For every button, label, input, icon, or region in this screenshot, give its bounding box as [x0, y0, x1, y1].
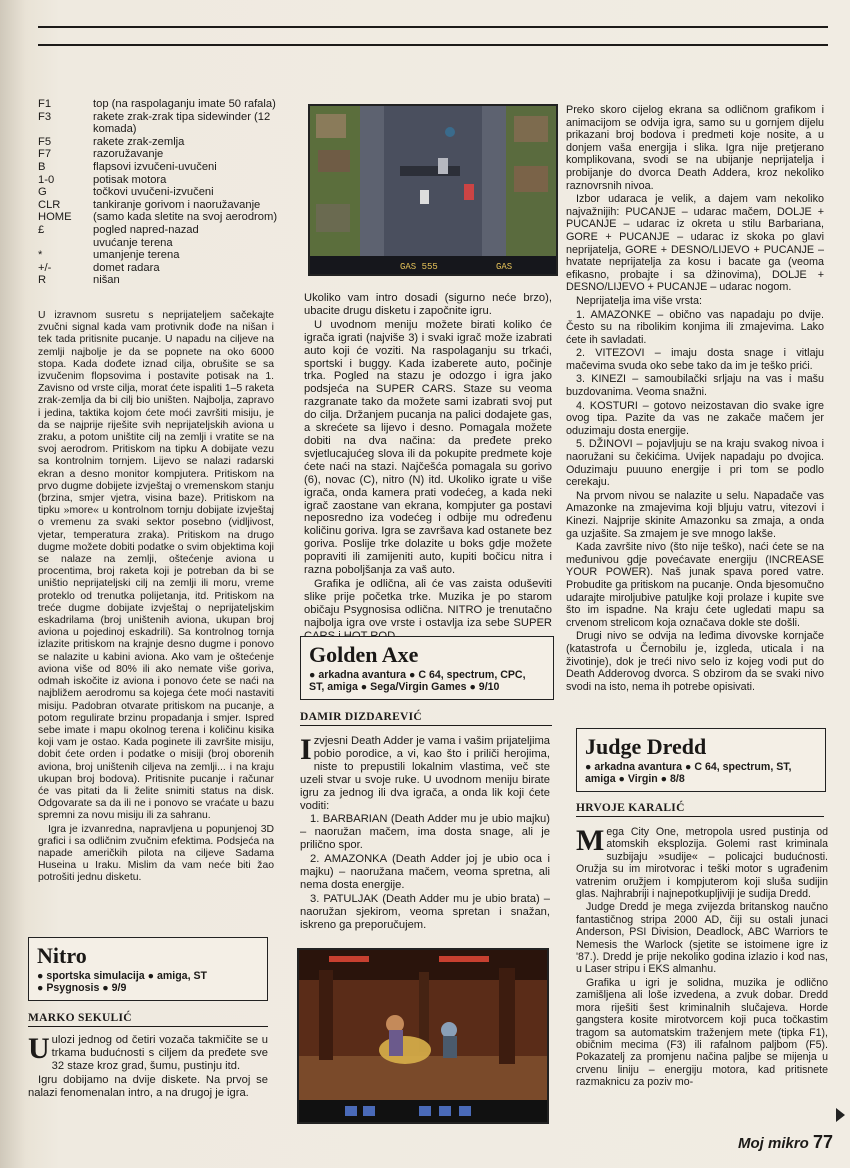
key-list	[38, 98, 288, 287]
key-name: F7	[38, 148, 52, 161]
key-description: točkovi uvučeni-izvučeni	[93, 186, 214, 199]
col3-paragraph-1: Preko skoro cijelog ekrana sa odličnom grafikom i animacijom se odvija igra, samo su u gornjem dijelu prikazani broj bodova i predmeti koje nosite, a u donjem vaša energija i slika. Igra nije pretjerano komplikovana, svodi se na ubijanje neprijatelja i probijanje do dvorca Death Addera, kroz nekoliko raznovrsnih nivoa.	[566, 104, 824, 192]
key-name	[38, 237, 93, 250]
key-row	[38, 111, 288, 136]
key-row	[38, 249, 288, 262]
key-description: top (na raspolaganju imate 50 rafala)	[93, 98, 276, 110]
hud-right: GAS	[496, 262, 513, 272]
col1-paragraph-1: U izravnom susretu s neprijateljem sačekajte zvučni signal kada vam protivnik dođe na nišan i tek tada pritisnite pucanje. U napadu na ciljeve na zemlji najbolje je da se popnete na oko 6000 stopa. Kada dođete iznad cilja, obrušite se sa izvučenim flopsovima i postavite potisak na 1. Zavisno od vrste cilja, morat ćete ispaliti 1–5 raketa zrak-zemlja da bi cilj bio uništen. Najbolja, zapravo i jedina, taktika kojom ćete moći završiti misiju, je da se najprije riješite svih neprijateljskih aviona u zraku, a potom uništite cilj na zemlji i vratite se na svoj aerodrom. Pritiskom na tipku A dobijate vezu sa kontrolnim tornjem. Lijevo se nalazi radarski ekran a desno monitor kompjutera. Pritiskom na prvo dugme dobijete izvještaj o vremenskom stanju (brzina, smjer vjetra, visina baze). Pritiskom na tipku »more« u kontrolnom tornju dobijate izvještaj o vremenu za svaki sektor posebno (vidljivost, vjetar, temperatura zraka). Pritiskom na drugo dugme možete dobiti podatke o svim objektima koji se nalaze na zemlji, oštećenje aviona u procentima, broj raketa koji je potreban da bi se uništio neprijateljski cilj na zemlji ili moru, vreme proteklo od trenutka polijetanja, itd. Pritiskom na treće dugme dobijate izvještaj o neprijateljskim eskadrilama (broj uništenih aviona, ukupan broj aviona u pojedinoj eskadrili). Sa kontrolnog tornja izlazite pritiskom na krajnje desno dugme i ponovo se nalazite u kabini aviona. Ako vam je oštećenje aviona više od 80% ili ako nemate više goriva, odmah iskočite iz aviona i ponovo ćete se naći na najbližem aerodromu sa kojega ćete moći nastaviti misiju. Padobran otvarate pritiskom na pucanje, a potom regulirate brzinu propadanja i smjer. Ispred sebe imate i mapu okolnog terena i količinu kisika koji vam je ostao. Kada poginete ili završite misiju, dobit ćete orden i podatke o misiji (broj oborenih aviona, broj uništenih ciljeva na zemlji... i na kraju ukupan broj bodova). Pritisnite pucanje i računar će vas pitati da li želite snimiti status na disk. Odgovarate sa da ili ne i ponovo se vraćate u bazu spremni za novu misiju ili za sahranu.	[38, 310, 274, 822]
key-row	[38, 136, 288, 149]
nitro-paragraph-2: Igru dobijamo na dvije diskete. Na prvoj se nalazi fenomenalan intro, a na drugoj je igra.	[28, 1073, 268, 1099]
col2-paragraph-3: Grafika je odlična, ali će vas zaista oduševiti slike prije početka trke. Muzika je po starom običaju Psygnosisa odlična. NITRO je trenutačno najbolja igra ove vrste i ostavlja iza sebe SUPER	[304, 577, 552, 629]
col3-paragraph-6: 3. KINEZI – samoubilački srljaju na vas i mašu buzdovanima. Veoma snažni.	[566, 373, 824, 399]
key-row	[38, 174, 288, 187]
nitro-author: MARKO SEKULIĆ	[28, 1012, 132, 1024]
key-description: potisak motora	[93, 173, 167, 186]
golden-axe-text	[300, 735, 550, 933]
key-description: domet radara	[93, 261, 160, 274]
golden-axe-paragraph-4: 3. PATULJAK (Death Adder mu je ubio brata) – naoružan sjekirom, veoma spretan i snažan, iskreno ga preporučujem.	[300, 892, 550, 931]
column-2-text	[304, 292, 552, 643]
column-1-text	[38, 310, 274, 886]
magazine-name: Moj mikro	[738, 1135, 809, 1152]
judge-dredd-dropcap: M	[576, 824, 605, 857]
golden-axe-author: DAMIR DIZDAREVIĆ	[300, 711, 423, 723]
col3-paragraph-10: Kada završite nivo (što nije teško), naći ćete se na međunivou gdje povećavate energiju (INCREASE YOUR POWER). Naš junak spava pored vatre. Probudite ga pritiskom na pucanje. Onda bjesomučno udarajte miroljubive patuljke koji prolaze i kupite sve što im ispadne. Na kraju ćete ugledati mapu sa crvenom strelicom koja označava dokle ste došli.	[566, 541, 824, 629]
key-name: CLR HOME	[38, 198, 72, 224]
key-row	[38, 98, 288, 111]
col3-paragraph-5: 2. VITEZOVI – imaju dosta snage i vitlaju mačevima svuda oko sebe tako da im je teško prići.	[566, 347, 824, 372]
judge-dredd-info-2: amiga ● Virgin ● 8/8	[585, 773, 685, 785]
col3-paragraph-3: Neprijatelja ima više vrsta:	[576, 294, 703, 307]
key-name: F5	[38, 135, 52, 148]
nitro-game-scene	[310, 106, 556, 274]
judge-dredd-title: Judge Dredd	[585, 734, 707, 759]
key-name: 1-0	[38, 173, 55, 186]
col3-paragraph-4: 1. AMAZONKE – obično vas napadaju po dvije. Često su na ribolikim konjima ili zmajevima. Lako ćete ih savladati.	[566, 308, 824, 346]
top-rule-2	[38, 44, 828, 46]
golden-axe-screenshot	[297, 948, 549, 1124]
key-row	[38, 274, 288, 287]
col3-paragraph-7: 4. KOSTURI – gotovo neizostavan dio svake igre ovog tipa. Pazite da vas ne zakače mačem jer oduzimaju dosta energije.	[566, 399, 824, 437]
key-description: pogled napred-nazad	[93, 223, 199, 236]
page-footer	[738, 1132, 833, 1153]
golden-axe-review-box	[300, 636, 554, 700]
key-name: +/-	[38, 261, 52, 274]
key-description: flapsovi izvučeni-uvučeni	[93, 160, 217, 173]
nitro-text	[28, 1034, 268, 1101]
judge-dredd-paragraph-3: Grafika u igri je solidna, muzika je odlično zamišljena ali loše izvedena, a zvuk dobar. Dredd mora riješiti šest kriminalnih slučajeva. Horde gangstera kosite mirotvorcem koji puca točkastim tragom sa automatskim traženjem mete (tipka F1), običnim mecima (F3) ili rafalnom paljbom (F5). Pokazatelj za promjenu načina paljbe se mijenja u crvenu liniju – energiju motora, kad pritisnete razmaknicu za poziv mo-	[576, 976, 828, 1089]
golden-axe-paragraph-1: Izvjesni Death Adder je vama i vašim prijateljima pobio porodice, a vi, kao što i priliči herojima, niste to prepustili lokalnim vlastima, več ste uzeli stvar u svoje ruke. U uvodnom meniju birate igru za jednog ili dva igrača, a onda lik koji ćete voditi:	[300, 733, 550, 812]
golden-axe-rule	[300, 725, 552, 726]
golden-axe-paragraph-3: 2. AMAZONKA (Death Adder joj je ubio oca i majku) – naoružana mačem, veoma spretna, ali nema dosta energije.	[300, 853, 550, 891]
golden-axe-title: Golden Axe	[309, 642, 419, 667]
nitro-dropcap: U	[28, 1032, 50, 1065]
column-3-text	[566, 104, 824, 694]
key-row	[38, 148, 288, 161]
judge-dredd-paragraph-1: Mega City One, metropola usred pustinja od atomskih eksplozija. Golemi rast kriminala suzbijaju »sudije« – policajci budućnosti. Oružja su im mirotvorac i teški motor s ugrađenim vatrenim oružjem i kompjuterom koji sluša sudijin glas. Najhrabriji i najnepotkupljiviji je sudija Dredd.	[576, 824, 828, 901]
key-row	[38, 186, 288, 199]
key-row	[38, 224, 288, 237]
judge-dredd-text	[576, 826, 828, 1090]
key-row	[38, 262, 288, 275]
col3-paragraph-11: Drugi nivo se odvija na leđima divovske kornjače (katastrofa u Černobilu je, izgleda, uticala i na životinje), dok je treći nivo selo iz kojeg vodi put do Death Adderovog dvorca. S obzirom da se svaki nivo svodi na isto, nema ih potrebe opisivati.	[566, 630, 824, 693]
key-name: F3	[38, 110, 52, 123]
golden-axe-game-scene	[299, 950, 547, 1122]
top-rule-1	[38, 26, 828, 28]
judge-dredd-info-1: ● arkadna avantura ● C 64, spectrum, ST,	[585, 761, 792, 773]
key-description: rakete zrak-zemlja	[93, 135, 185, 148]
key-name: F1	[38, 98, 52, 110]
key-description: uvućanje terena	[93, 236, 173, 249]
hud-left: GAS 555	[400, 262, 438, 272]
judge-dredd-author: HRVOJE KARALIĆ	[576, 802, 685, 814]
key-row	[38, 161, 288, 174]
key-name: £	[38, 223, 45, 236]
key-description: rakete zrak-zrak tipa sidewinder (12 komada)	[93, 110, 271, 136]
key-name: *	[38, 249, 43, 262]
key-row	[38, 199, 288, 224]
col2-paragraph-1: Ukoliko vam intro dosadi (sigurno neće brzo), ubacite drugu disketu i započnite igru.	[304, 292, 552, 317]
nitro-screenshot	[308, 104, 558, 276]
continue-arrow-icon	[836, 1108, 845, 1122]
golden-axe-paragraph-2: 1. BARBARIAN (Death Adder mu je ubio majku) – naoružan mačem, ima dosta snage, ali je prilično spor.	[300, 813, 550, 852]
golden-axe-info-2: ST, amiga ● Sega/Virgin Games ● 9/10	[309, 681, 500, 693]
nitro-review-box	[28, 937, 268, 1001]
judge-dredd-review-box	[576, 728, 826, 792]
col2-paragraph-2: U uvodnom meniju možete birati koliko će igrača igrati (najviše 3) i svaki igrač može izabrati auto koji će voziti. Na raspolaganju su trkaći, sportski i buggy. Kada izaberete auto, počinje trka. Pogled na stazu je odozgo i igra jako podsjeća na SUPER CARS. Staze su veoma razgranate tako da možete sami izabrati svoj put do cilja. Držanjem pucanja na palici dodajete gas, a skrećete sa lijevo i desno. Pomagala možete dobiti na dva načina: da pređete preko svjetlucajućeg slova ili da pokupite predmete koje ćete naći na stazi. Najčešća pomagala su gorivo (6), novac (C), nitro (N) itd. Ukoliko igrate u više igrača, onda kamera prati vodećeg, a kada neki igrač zaostane van ekrana, kompjuter ga postavi neposredno iza vodećeg i odbije mu određenu količinu goriva. Igra se završava kad ostanete bez goriva. Poslije trke dolazite u boks gdje možete popraviti ili zamijeniti auto, kupiti bočicu nitra i razna poboljšanja za vaš auto.	[304, 318, 552, 577]
col1-paragraph-2: Igra je izvanredna, napravljena u popunjenoj 3D grafici i sa odličnim zvučnim efektima. Podsjeća na napade američkih pilota na ciljeve Sadama Huseina u Iraku. Mislim da vam neće biti žao potrošiti jednu disketu.	[38, 823, 274, 884]
key-name: R	[38, 274, 47, 287]
golden-axe-info-1: ● arkadna avantura ● C 64, spectrum, CPC,	[309, 669, 526, 681]
nitro-info-1: ● sportska simulacija ● amiga, ST	[37, 970, 208, 982]
key-description: nišan	[93, 274, 120, 287]
nitro-info-2: ● Psygnosis ● 9/9	[37, 982, 127, 994]
key-description: tankiranje gorivom i naoružavanje (samo kada sletite na svoj aerodrom)	[93, 198, 278, 224]
col3-paragraph-8: 5. DŽINOVI – pojavljuju se na kraju svakog nivoa i naoružani su čekićima. Uvijek napadaju po dvojica. Oduzimaju puuuno energije i pri tom se podlo cerekaju.	[566, 438, 824, 489]
judge-dredd-rule	[576, 816, 824, 817]
nitro-title: Nitro	[37, 943, 87, 968]
nitro-paragraph-1: Uulozi jednog od četiri vozača takmičite se u trkama budućnosti s ciljem da pređete sve 32 staze kroz grad, šumu, pustinju itd.	[28, 1032, 268, 1072]
nitro-rule	[28, 1026, 268, 1027]
key-name: B	[38, 160, 46, 173]
page-number: 77	[813, 1132, 834, 1152]
judge-dredd-paragraph-2: Judge Dredd je mega zvijezda britanskog naučno fantastičnog stripa 2000 AD, čiji su ostali junaci Anderson, PSI Division, Deadlock, ABC Warriors te Nemesis the Warlock (sjetite se istoimene igre iz '87.). Dredd je prije nekoliko godina izlazio i kod nas, u Laser stripu i EKS almanhu.	[576, 901, 828, 976]
key-name: G	[38, 186, 47, 199]
key-description: razoružavanje	[93, 148, 164, 161]
key-description: umanjenje terena	[93, 249, 180, 262]
col3-paragraph-9: Na prvom nivou se nalazite u selu. Napadače vas Amazonke na zmajevima koji bljuju vatru, vitezovi i Kinezi. Najprije skinite Amazonku sa zmaja, a onda ga uzjašite. Sa zmajem je sve mnogo lakše.	[566, 489, 824, 540]
col3-paragraph-2: Izbor udaraca je velik, a dajem vam nekoliko najvažnijih: PUCANJE – udarac mačem, DOLJE + PUCANJE – udarac iz okreta u stilu Barbariana, GORE + PUCANJE – udarac iz skoka po glavi neprijatelja, GORE + DESNO/LIJEVO + PUCANJE – hvatate neprijatelja za kosu i bacate ga (veoma efikasno, probajte i sa džinovima), DOLJE + DESNO/LIJEVO + PUCANJE – udarac nogom.	[566, 193, 824, 294]
key-row	[38, 237, 288, 250]
golden-axe-dropcap: I	[300, 733, 312, 766]
